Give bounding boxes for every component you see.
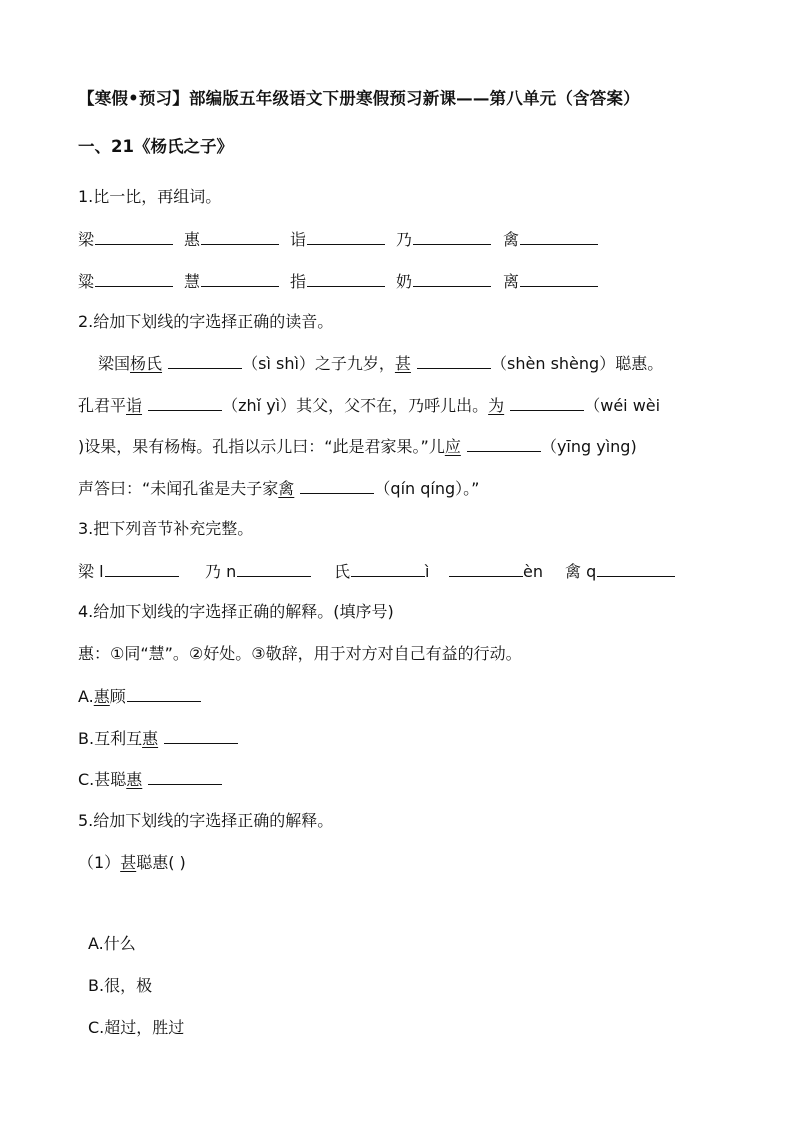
q1-item [396, 270, 491, 293]
answer-blank[interactable] [413, 270, 491, 287]
answer-blank[interactable] [417, 352, 491, 369]
passage-text: 梁国 [98, 354, 131, 373]
passage-text: 声答曰：“未闻孔雀是夫子家 [78, 479, 279, 498]
answer-blank[interactable] [449, 560, 523, 577]
answer-blank[interactable] [148, 768, 222, 785]
q5-prompt: 5.给加下划线的字选择正确的解释。 [78, 811, 334, 830]
q3-suffix: èn [523, 562, 543, 581]
q3-syllable: 禽 q [565, 562, 597, 581]
option-label: B.互利互 [78, 729, 143, 748]
q3-syllable: 乃 n [205, 562, 237, 581]
passage-text: （shèn shèng）聪惠。 [491, 354, 664, 373]
q2-passage-line-3 [78, 435, 637, 458]
q3-item [205, 560, 311, 583]
q3-suffix: ì [425, 562, 430, 581]
passage-text: （yīng yìng) [540, 437, 637, 456]
underlined-char: 惠 [126, 770, 143, 789]
answer-blank[interactable] [237, 560, 311, 577]
q1-item [78, 270, 173, 293]
answer-blank[interactable] [95, 270, 173, 287]
answer-blank[interactable] [168, 352, 242, 369]
q4-option-c [78, 768, 222, 791]
q3-item [448, 560, 543, 583]
sub-question-number: （1） [78, 853, 121, 872]
answer-blank[interactable] [201, 228, 279, 245]
q1-char: 诣 [290, 230, 307, 249]
answer-blank[interactable] [95, 228, 173, 245]
q3-syllable: 氏 [334, 562, 351, 581]
answer-blank[interactable] [520, 228, 598, 245]
answer-blank[interactable] [127, 685, 201, 702]
answer-blank[interactable] [597, 560, 675, 577]
underlined-char: 禽 [278, 479, 295, 498]
q1-char: 乃 [396, 230, 413, 249]
passage-text: （qín qíng）。” [374, 479, 480, 498]
answer-blank[interactable] [520, 270, 598, 287]
answer-blank[interactable] [467, 435, 541, 452]
option-text: 顾 [109, 687, 126, 706]
q4-option-a [78, 685, 201, 708]
underlined-char: 应 [444, 437, 461, 456]
q4-prompt: 4.给加下划线的字选择正确的解释。(填序号) [78, 602, 394, 621]
q3-item [334, 560, 429, 583]
q3-item [78, 560, 179, 583]
q1-item [290, 270, 385, 293]
q1-char: 惠 [184, 230, 201, 249]
underlined-char: 杨氏 [130, 354, 163, 373]
q1-item [503, 228, 598, 251]
q1-item [503, 270, 598, 293]
underlined-char: 为 [488, 396, 505, 415]
q4-definition: 惠：①同“慧”。②好处。③敬辞，用于对方对自己有益的行动。 [78, 644, 522, 663]
q5-option-a[interactable]: A.什么 [88, 934, 136, 953]
passage-text: （sì shì）之子九岁， [242, 354, 395, 373]
q5-sub-question [78, 852, 186, 874]
document-title: 【寒假•预习】部编版五年级语文下册寒假预习新课——第八单元（含答案） [78, 89, 640, 108]
q1-prompt: 1.比一比，再组词。 [78, 187, 222, 206]
answer-blank[interactable] [307, 228, 385, 245]
underlined-char: 甚 [120, 853, 137, 872]
q2-passage-line-1 [98, 352, 663, 375]
q1-char: 离 [503, 272, 520, 291]
underlined-char: 甚 [394, 354, 411, 373]
answer-blank[interactable] [201, 270, 279, 287]
q1-item [396, 228, 491, 251]
q3-item [565, 560, 675, 583]
q1-item [78, 228, 173, 251]
q1-item [290, 228, 385, 251]
q1-char: 慧 [184, 272, 201, 291]
underlined-char: 惠 [142, 729, 159, 748]
passage-text: （zhǐ yì）其父，父不在，乃呼儿出。 [222, 396, 489, 415]
q2-prompt: 2.给加下划线的字选择正确的读音。 [78, 312, 334, 331]
q1-item [184, 228, 279, 251]
q2-passage-line-4 [78, 477, 479, 500]
q1-char: 梁 [78, 230, 95, 249]
q1-char: 奶 [396, 272, 413, 291]
q1-item [184, 270, 279, 293]
q3-syllable: 梁 l [78, 562, 104, 581]
q5-option-b[interactable]: B.很，极 [88, 976, 153, 995]
answer-blank[interactable] [413, 228, 491, 245]
option-label: A. [78, 687, 94, 706]
q3-prompt: 3.把下列音节补充完整。 [78, 519, 254, 538]
q1-char: 粱 [78, 272, 95, 291]
answer-blank[interactable] [510, 394, 584, 411]
q1-char: 禽 [503, 230, 520, 249]
answer-blank[interactable] [351, 560, 425, 577]
q5-option-c[interactable]: C.超过，胜过 [88, 1018, 185, 1037]
answer-blank[interactable] [105, 560, 179, 577]
answer-blank[interactable] [307, 270, 385, 287]
answer-blank[interactable] [164, 727, 238, 744]
q1-char: 指 [290, 272, 307, 291]
option-label: C.甚聪 [78, 770, 127, 789]
underlined-char: 惠 [93, 687, 110, 706]
answer-blank[interactable] [300, 477, 374, 494]
passage-text: )设果，果有杨梅。孔指以示儿曰：“此是君家果。”儿 [78, 437, 445, 456]
passage-text: 孔君平 [78, 396, 127, 415]
q4-option-b [78, 727, 238, 750]
answer-blank[interactable] [148, 394, 222, 411]
underlined-char: 诣 [126, 396, 143, 415]
q2-passage-line-2 [78, 394, 660, 417]
passage-text: （wéi wèi [584, 396, 661, 415]
sub-question-text: 聪惠( ) [136, 853, 186, 872]
section-heading: 一、21《杨氏之子》 [78, 137, 233, 156]
